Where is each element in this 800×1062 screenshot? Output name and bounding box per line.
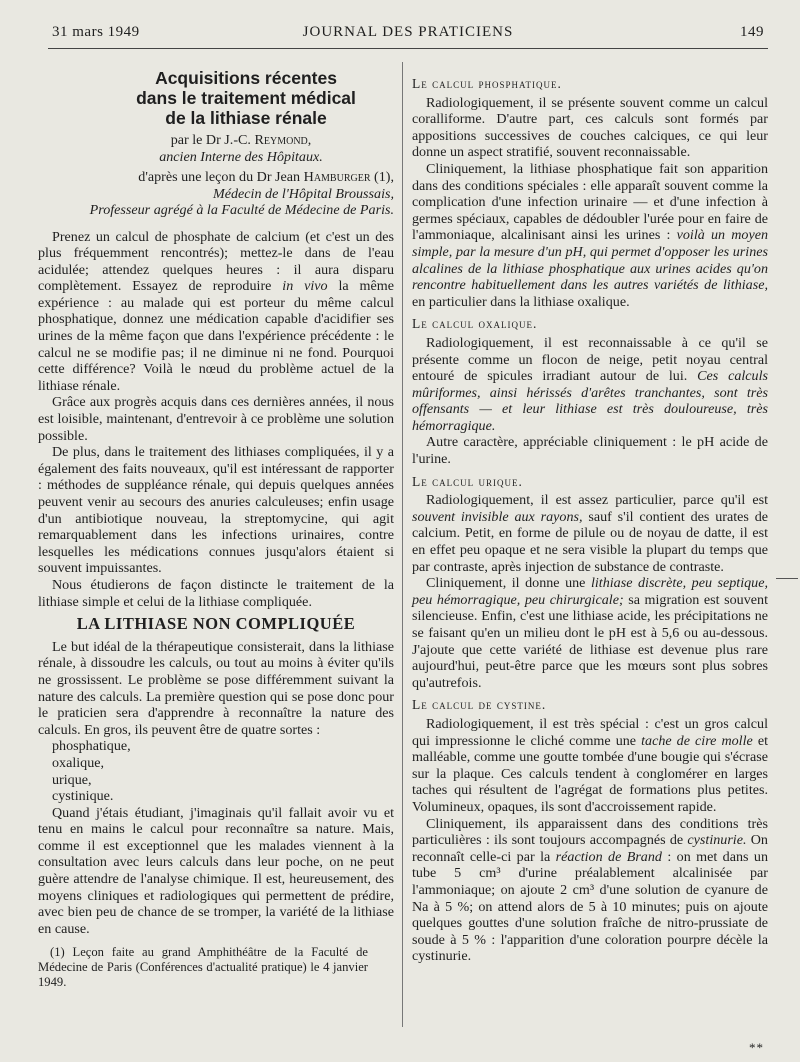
byline-prefix: par le Dr J.-C. (170, 132, 251, 148)
journal-name: JOURNAL DES PRATICIENS (302, 24, 514, 40)
margin-mark (776, 578, 798, 579)
footnote-ref: (1), (374, 169, 394, 185)
author-title: ancien Interne des Hôpitaux. (159, 148, 323, 165)
title-line-2: dans le traitement médical (136, 88, 356, 108)
paragraph-cys-clinic: Cliniquement, ils apparaissent dans des conditions très particulières : ils sont toujours accompagnés de cystinurie. On reconnaît celle-ci par la réaction de Brand : on met dans un tube 5 cm³ d'urine préalablement alcalinisée par l'ammoniaque; on ajoute 2 cm³ d'une solution de cyanure de Na à 5 %; on attend alors de 5 à 10 minutes; puis on ajoute quelques gouttes d'une solution fraîche de nitro-prussiate de soude à 5 % : l'apparition d'une coloration pourpre décèle la cystinurie. (412, 815, 769, 965)
paragraph-goal: Le but idéal de la thérapeutique consisterait, dans la lithiase rénale, à dissoudre les calculs, ou tout au moins à éviter qu'ils ne grossissent. Le problème se pose différemment suivant la nature des calculs. La première question qui se pose donc pour le praticien sera d'apprendre à reconnaître la nature des calculs. En gros, ils peuvent être de quatre sortes : (38, 638, 394, 738)
footnote: (1) Leçon faite au grand Amphithéâtre de la Faculté de Médecine de Paris (Conférences d'actualité pratique) le 4 janvier 1949. (38, 945, 368, 989)
running-head (48, 22, 768, 46)
paragraph-cys-radio: Radiologiquement, il est très spécial : c'est un gros calcul qui impressionne le cliché comme une tache de cire molle et malléable, comme une goutte tombée d'une bougie qui s'écrase sur la plaque. Ces calculs tendent à conglomérer en larges taches qui résultent de l'agrégat de formations plus petites. Volumineux, opaques, ils sont d'accroissement rapide. (412, 715, 768, 815)
section-title: LA LITHIASE NON COMPLIQUÉE (76, 614, 356, 634)
list-item: oxalique, (52, 754, 105, 771)
paragraph-oxa-clinic: Autre caractère, appréciable cliniquement : le pH acide de l'urine. (412, 434, 768, 468)
paragraph-complicated: De plus, dans le traitement des lithiases compliquées, il y a également des faits nouveaux, qu'il est intéressant de rapporter : méthodes de suppléance rénale, qui depuis quelques années peuvent venir au secours des anuries calculeuses; enfin usage d'un antibiotique nouveau, la streptomycine, qui agit remarquablement dans les infections urinaires, contre lesquelles les médications connues jusqu'alors étaient si souvent impuissantes. (38, 444, 394, 577)
lecture-source (38, 169, 394, 219)
column-rule (402, 62, 403, 1027)
paragraph-uri-radio: Radiologiquement, il est assez particulier, parce qu'il est souvent invisible aux rayons, sauf s'il contient des urates de calcium. Petit, en forme de pilule ou de noyau de datte, il est en effet peu opaque et ne sera visible la plupart du temps que par contraste, après injection de substance de contraste. (412, 492, 768, 575)
paragraph-oxa-radio: Radiologiquement, il est reconnaissable à ce qu'il se présente comme un flocon de neige, petit noyau central entouré de spicules irradiant autour de lui. Ces calculs mûriformes, ainsi hérissés d'arêtes tranchantes, sont très offensants — et leur lithiase est très douloureuse, très hémorragique. (412, 334, 768, 434)
lecturer-role-1: Médecin de l'Hôpital Broussais, (213, 185, 394, 202)
lecturer-name: Hamburger (303, 169, 371, 185)
right-column (412, 70, 768, 965)
paragraph-phos-clinic: Cliniquement, la lithiase phosphatique fait son apparition dans des conditions spéciales : elle apparaît souvent comme la complication d'une infection urinaire — et d'une infection à germes spéciaux, capables de dédoubler l'urée pour en faire de l'ammoniaque, alcalinisant ainsi les urines : voilà un moyen simple, par la mesure d'un pH, qui permet d'opposer les urines alcalines de la lithiase phosphatique aux urines acides qu'on rencontre habituellement dans les autres variétés de lithiase, en particulier dans la lithiase oxalique. (412, 160, 769, 310)
byline (38, 132, 394, 165)
author-name: Reymond, (254, 132, 312, 148)
page-end-ornament: ** (749, 1040, 764, 1055)
paragraph-plan: Nous étudierons de façon distincte le traitement de la lithiase simple et celui de la lithiase compliquée. (38, 576, 394, 610)
subheading-cystine: Le calcul de cystine. (412, 697, 547, 713)
paragraph-intro: Prenez un calcul de phosphate de calcium (et c'est un des plus fréquemment rencontrés); mettez-le dans de l'eau acidulée; attendez quelques heures : il aura disparu complètement. Essayez de reproduire in vivo la même expérience : au malade qui est porteur du même calcul phosphatique, donnez une médication capable d'acidifier ses urines de la même façon que dans l'expérience précédente : le calcul ne se modifie pas; il ne diminue ni ne fond. Pourquoi cette différence? Voilà le nœud du problème actuel de la lithiase rénale. (38, 228, 394, 394)
list-item: phosphatique, (52, 738, 131, 755)
paragraph-progress: Grâce aux progrès acquis dans ces dernières années, il nous est loisible, maintenant, d'entrevoir à ce problème une solution possible. (38, 394, 394, 444)
title-line-1: Acquisitions récentes (155, 68, 337, 88)
left-column (38, 68, 394, 989)
source-prefix: d'après une leçon du Dr Jean (138, 169, 301, 185)
paragraph-student: Quand j'étais étudiant, j'imaginais qu'il fallait avoir vu et tenu en mains le calcul pour reconnaître sa nature. Mais, comme il est exceptionnel que les malades viennent à la consultation avec leurs calculs dans leur poche, on ne peut guère attendre de l'analyse chimique. Il est, heureusement, des moyens cliniques et radiologiques qui permettent de prédire, avec bien peu de chance de se tromper, la variété de la lithiase en cause. (38, 804, 394, 937)
header-rule (48, 48, 768, 49)
paragraph-uri-clinic: Cliniquement, il donne une lithiase discrète, peu septique, peu hémorragique, peu chirurgicale; sa migration est souvent silencieuse. Enfin, c'est une lithiase acide, les précipitations ne se faisant qu'en un milieu dont le pH est à 5,6 ou au-dessous. J'ajoute que cette variété de lithiase est devenue plus rare aujourd'hui, peut-être parce que les mœurs sont plus sobres qu'autrefois. (412, 575, 769, 691)
subheading-oxalic: Le calcul oxalique. (412, 316, 538, 332)
stone-kinds-list (38, 738, 394, 804)
paragraph-phos-radio: Radiologiquement, il se présente souvent comme un calcul coralliforme. D'autre part, ces calculs sont formés par appositions successives de couches calciques, ce qui leur donne un aspect stratifié, souvent reconnaissable. (412, 94, 768, 161)
subheading-uric: Le calcul urique. (412, 473, 523, 489)
title-line-3: de la lithiase rénale (165, 108, 327, 128)
page-number: 149 (740, 24, 764, 40)
subheading-phosphatic: Le calcul phosphatique. (412, 76, 562, 91)
issue-date: 31 mars 1949 (52, 24, 140, 40)
article-title (38, 68, 394, 128)
lecturer-role-2: Professeur agrégé à la Faculté de Médecine de Paris. (89, 202, 394, 218)
list-item: cystinique. (52, 788, 114, 805)
list-item: urique, (52, 771, 92, 788)
